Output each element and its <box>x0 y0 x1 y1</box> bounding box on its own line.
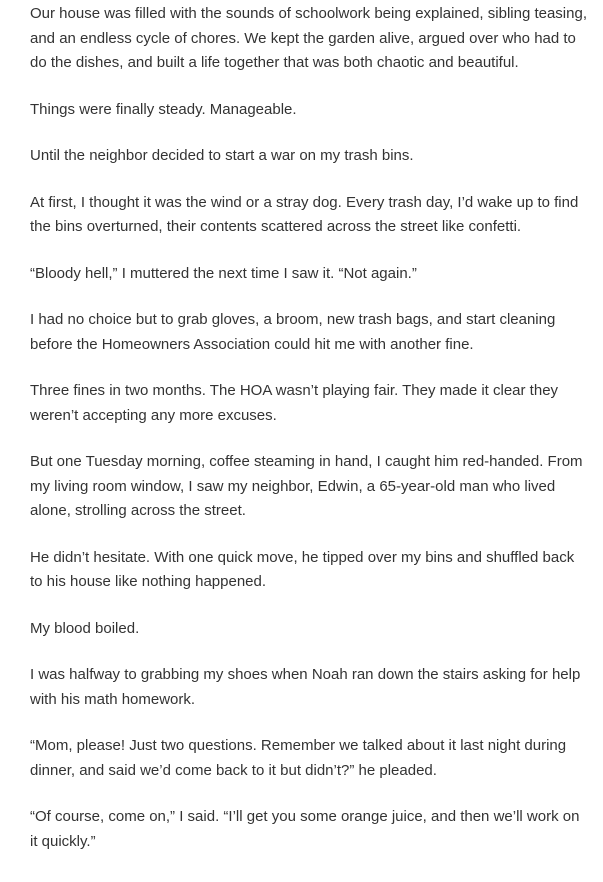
paragraph: Three fines in two months. The HOA wasn’t playing fair. They made it clear they weren’t accepting any more excuses. <box>30 382 559 424</box>
paragraph: I had no choice but to grab gloves, a broom, new trash bags, and start cleaning before the Homeowners Association could hit me with another fine. <box>30 311 556 353</box>
paragraph: “Mom, please! Just two questions. Remember we talked about it last night during dinner, and said we’d come back to it but didn’t?” he pleaded. <box>30 737 567 779</box>
paragraph: He didn’t hesitate. With one quick move, he tipped over my bins and shuffled back to his house like nothing happened. <box>30 548 575 590</box>
paragraph: My blood boiled. <box>30 619 140 637</box>
paragraph: “Of course, come on,” I said. “I’ll get you some orange juice, and then we’ll work on it quickly.” <box>30 808 580 850</box>
paragraph: Things were finally steady. Manageable. <box>30 100 297 118</box>
paragraph: But one Tuesday morning, coffee steaming in hand, I caught him red-handed. From my living room window, I saw my neighbor, Edwin, a 65-year-old man who lived alone, strolling across the street. <box>30 453 583 519</box>
paragraph: Until the neighbor decided to start a war on my trash bins. <box>30 147 414 164</box>
paragraph: Our house was filled with the sounds of schoolwork being explained, sibling teasing, and an endless cycle of chores. We kept the garden alive, argued over who had to do the dishes, and built a life together that was both chaotic and beautiful. <box>30 5 587 71</box>
paragraph: “Bloody hell,” I muttered the next time I saw it. “Not again.” <box>30 264 417 282</box>
paragraph: At first, I thought it was the wind or a stray dog. Every trash day, I’d wake up to find the bins overturned, their contents scattered across the street like confetti. <box>30 193 579 235</box>
paragraph: I was halfway to grabbing my shoes when Noah ran down the stairs asking for help with his math homework. <box>30 666 581 708</box>
